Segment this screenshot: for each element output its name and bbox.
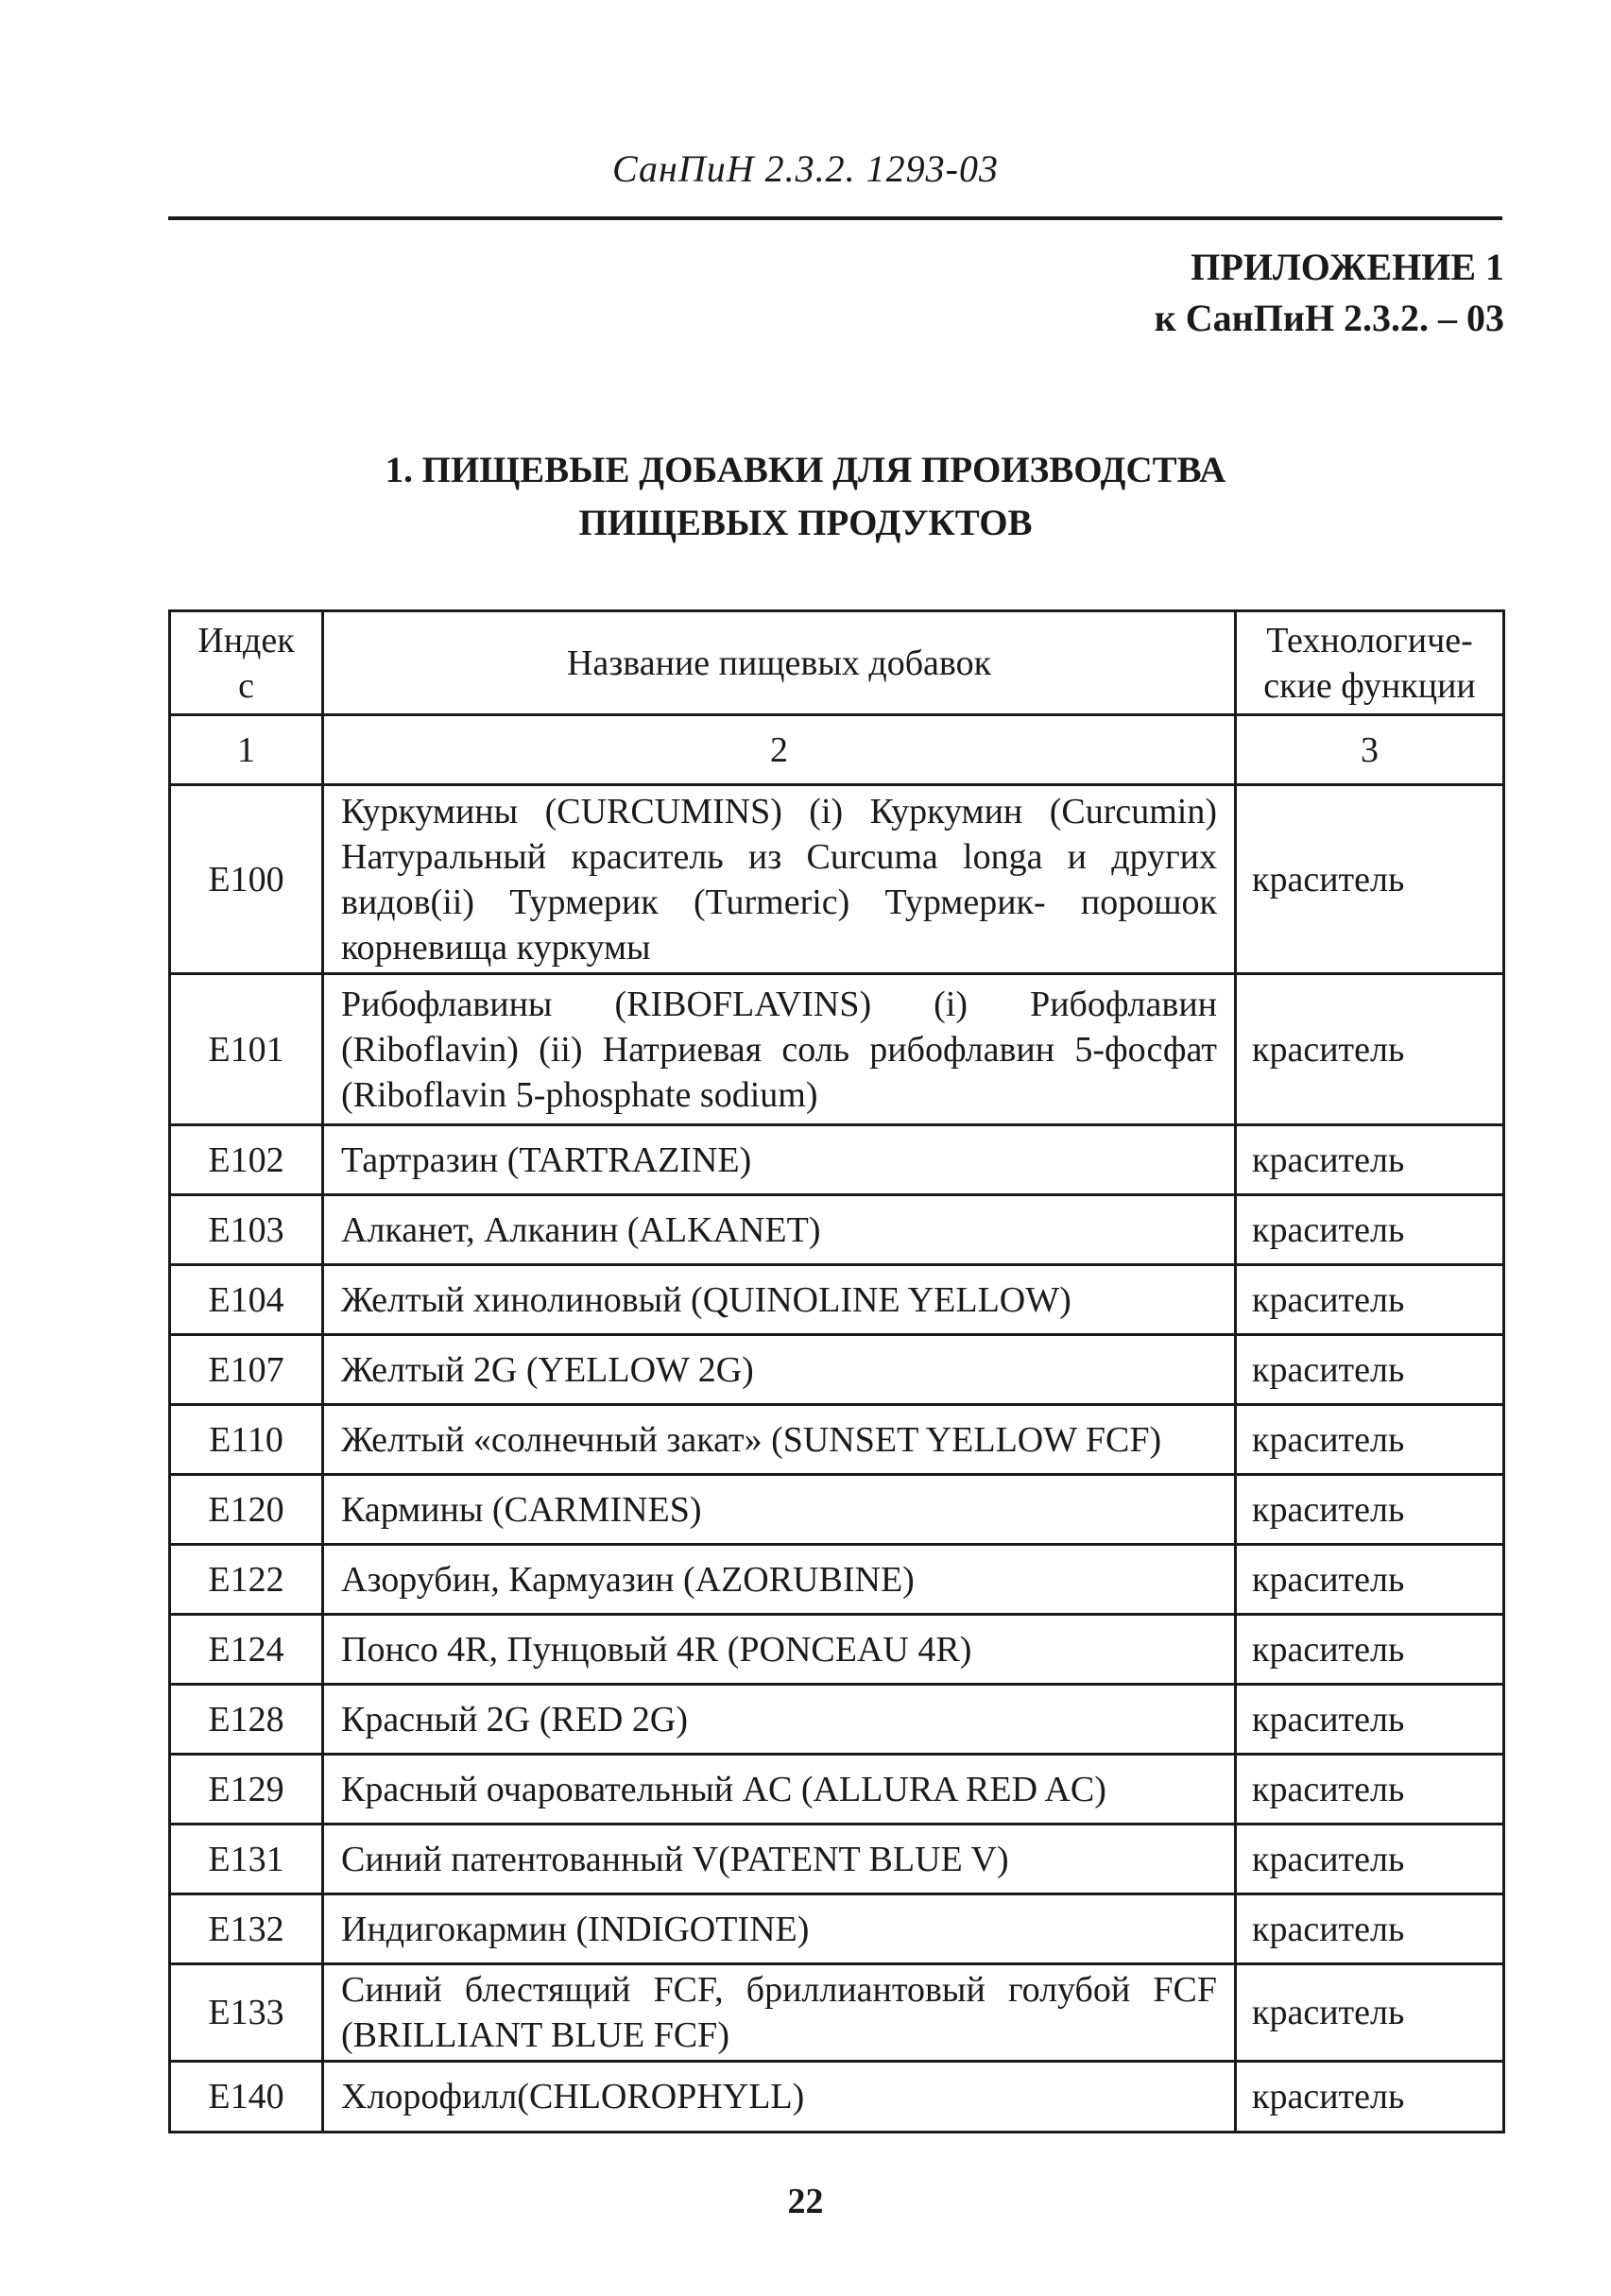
table-row — [170, 1475, 1504, 1545]
additive-name: Красный 2G (RED 2G) — [323, 1685, 1236, 1755]
additive-index: E140 — [170, 2062, 323, 2133]
column-number-3: 3 — [1236, 715, 1504, 785]
additive-index: E132 — [170, 1894, 323, 1964]
additive-index: E129 — [170, 1755, 323, 1825]
additive-function: краситель — [1236, 1894, 1504, 1964]
header-index — [170, 611, 323, 715]
food-additives-table — [168, 609, 1505, 2133]
section-title-line-2: ПИЩЕВЫХ ПРОДУКТОВ — [578, 503, 1033, 543]
appendix-line-2: к СанПиН 2.3.2. – 03 — [1154, 297, 1504, 339]
additive-function: краситель — [1236, 1964, 1504, 2062]
header-index-line-2: с — [238, 665, 254, 706]
additive-name: Тартразин (TARTRAZINE) — [323, 1125, 1236, 1195]
additive-function: краситель — [1236, 1615, 1504, 1685]
additive-function: краситель — [1236, 1475, 1504, 1545]
additive-function: краситель — [1236, 1125, 1504, 1195]
additive-name: Кармины (CARMINES) — [323, 1475, 1236, 1545]
additive-index: E102 — [170, 1125, 323, 1195]
header-index-line-1: Индек — [197, 620, 295, 660]
additive-function: краситель — [1236, 1825, 1504, 1894]
additive-function: краситель — [1236, 1405, 1504, 1475]
table-header-row — [170, 611, 1504, 715]
table-row — [170, 1195, 1504, 1265]
additive-name: Куркумины (CURCUMINS) (i) Куркумин (Curcumin) Натуральный краситель из Curcuma longa и других видов(ii) Турмерик (Turmeric) Турмерик- порошок корневища куркумы — [323, 785, 1236, 974]
table-row — [170, 785, 1504, 974]
header-name: Название пищевых добавок — [323, 611, 1236, 715]
additive-function: краситель — [1236, 1265, 1504, 1335]
additive-name: Желтый хинолиновый (QUINOLINE YELLOW) — [323, 1265, 1236, 1335]
additive-index: E101 — [170, 974, 323, 1125]
additive-index: E124 — [170, 1615, 323, 1685]
additive-function: краситель — [1236, 974, 1504, 1125]
additive-index: E104 — [170, 1265, 323, 1335]
appendix-label — [1155, 242, 1504, 344]
table-row — [170, 1335, 1504, 1405]
additive-name: Алканет, Алканин (ALKANET) — [323, 1195, 1236, 1265]
column-number-1: 1 — [170, 715, 323, 785]
table-row — [170, 974, 1504, 1125]
additive-name: Индигокармин (INDIGOTINE) — [323, 1894, 1236, 1964]
table-row — [170, 1615, 1504, 1685]
additive-index: E131 — [170, 1825, 323, 1894]
additive-index: E122 — [170, 1545, 323, 1615]
additive-name: Красный очаровательный AC (ALLURA RED AC) — [323, 1755, 1236, 1825]
table-row — [170, 1755, 1504, 1825]
additive-name: Желтый «солнечный закат» (SUNSET YELLOW FCF) — [323, 1405, 1236, 1475]
header-function-line-1: Технологиче- — [1266, 620, 1473, 660]
additive-index: E120 — [170, 1475, 323, 1545]
additive-name: Синий блестящий FCF, бриллиантовый голубой FCF (BRILLIANT BLUE FCF) — [323, 1964, 1236, 2062]
additive-function: краситель — [1236, 1335, 1504, 1405]
column-number-row — [170, 715, 1504, 785]
additive-name: Хлорофилл(CHLOROPHYLL) — [323, 2062, 1236, 2133]
table-row — [170, 1894, 1504, 1964]
additive-name: Азорубин, Кармуазин (AZORUBINE) — [323, 1545, 1236, 1615]
additive-name: Рибофлавины (RIBOFLAVINS) (i) Рибофлавин (Riboflavin) (ii) Натриевая соль рибофлавин 5-фосфат (Riboflavin 5-phosphate sodium) — [323, 974, 1236, 1125]
additive-function: краситель — [1236, 1755, 1504, 1825]
table-row — [170, 1545, 1504, 1615]
appendix-line-1: ПРИЛОЖЕНИЕ 1 — [1191, 246, 1504, 288]
header-function — [1236, 611, 1504, 715]
table-row — [170, 1265, 1504, 1335]
additive-function: краситель — [1236, 2062, 1504, 2133]
additive-index: E133 — [170, 1964, 323, 2062]
table-row — [170, 1125, 1504, 1195]
header-function-line-2: ские функции — [1263, 665, 1476, 706]
additive-index: E128 — [170, 1685, 323, 1755]
table-row — [170, 1405, 1504, 1475]
section-title-line-1: 1. ПИЩЕВЫЕ ДОБАВКИ ДЛЯ ПРОИЗВОДСТВА — [385, 450, 1226, 490]
table-row — [170, 1685, 1504, 1755]
additive-index: E110 — [170, 1405, 323, 1475]
document-title: СанПиН 2.3.2. 1293-03 — [612, 147, 999, 190]
additive-function: краситель — [1236, 1685, 1504, 1755]
page-number: 22 — [787, 2182, 824, 2221]
additive-function: краситель — [1236, 1195, 1504, 1265]
section-title — [0, 444, 1611, 550]
table-row — [170, 1825, 1504, 1894]
additive-name: Синий патентованный V(PATENT BLUE V) — [323, 1825, 1236, 1894]
additive-name: Понсо 4R, Пунцовый 4R (PONCEAU 4R) — [323, 1615, 1236, 1685]
header-rule — [168, 216, 1502, 220]
additive-index: E103 — [170, 1195, 323, 1265]
table-row — [170, 1964, 1504, 2062]
additive-name: Желтый 2G (YELLOW 2G) — [323, 1335, 1236, 1405]
additive-function: краситель — [1236, 785, 1504, 974]
additive-index: E107 — [170, 1335, 323, 1405]
table-row — [170, 2062, 1504, 2133]
additive-index: E100 — [170, 785, 323, 974]
additive-function: краситель — [1236, 1545, 1504, 1615]
column-number-2: 2 — [323, 715, 1236, 785]
